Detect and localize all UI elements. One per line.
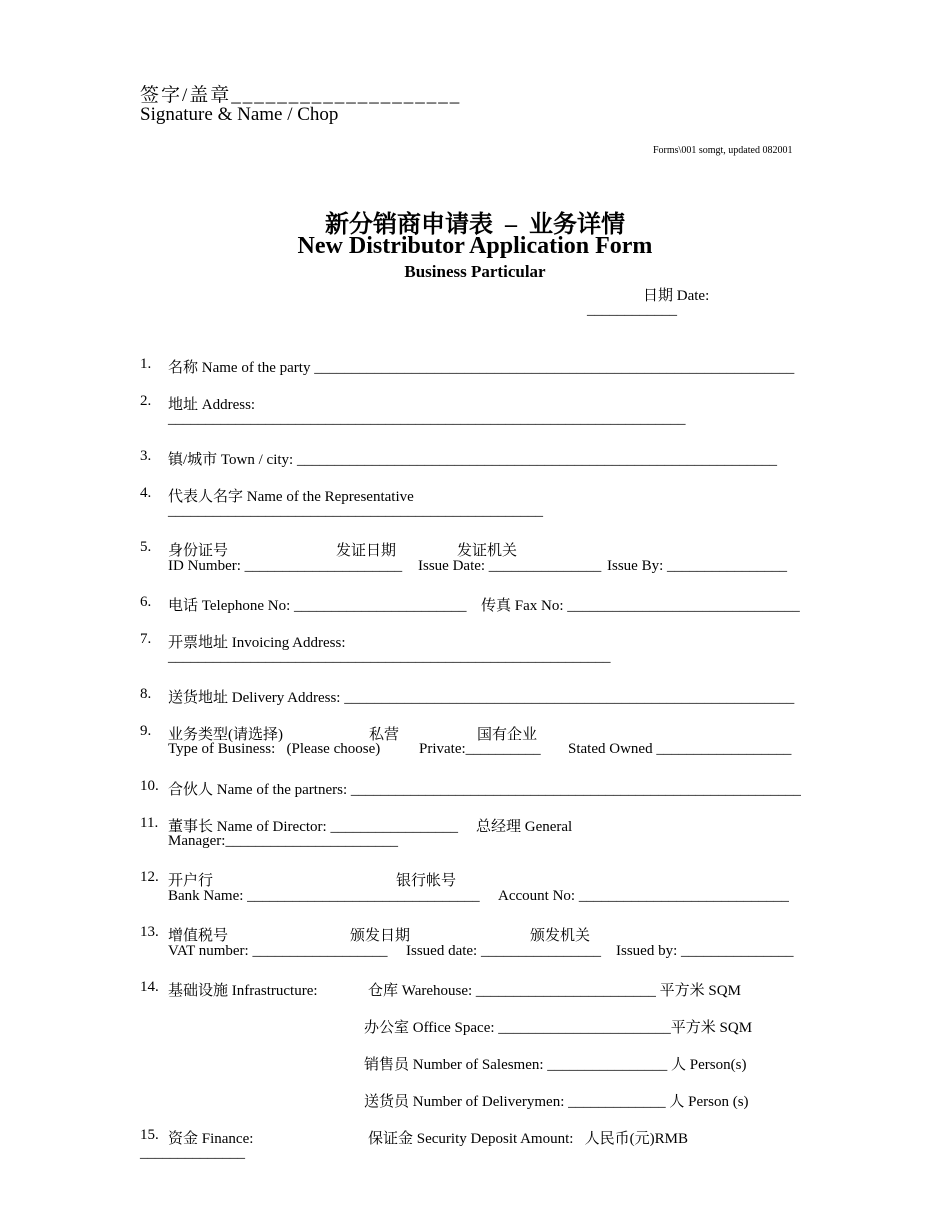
- item-number: 10.: [140, 778, 159, 794]
- business-type-label: Type of Business: (Please choose): [168, 741, 381, 757]
- issued-date-label-cn: 颁发日期: [350, 928, 411, 944]
- office-space-field[interactable]: 办公室 Office Space: _______________________平方米 SQM: [364, 1020, 753, 1036]
- representative-label: 代表人名字 Name of the Representative: [168, 489, 414, 505]
- private-field[interactable]: Private:__________: [419, 741, 541, 757]
- item-number: 8.: [140, 686, 152, 702]
- signature-label-en: Signature & Name / Chop: [140, 104, 339, 125]
- fax-field[interactable]: 传真 Fax No: _______________________________: [481, 598, 800, 614]
- general-manager-field[interactable]: Manager:_______________________: [168, 833, 398, 849]
- date-label: 日期 Date:: [643, 288, 710, 304]
- partners-field[interactable]: 合伙人 Name of the partners: ____________________________________________________________: [168, 782, 801, 798]
- security-deposit-label: 保证金 Security Deposit Amount: 人民币(元)RMB: [368, 1131, 688, 1147]
- private-label-cn: 私营: [369, 727, 400, 743]
- business-type-label-cn: 业务类型(请选择): [168, 727, 283, 743]
- item-number: 4.: [140, 485, 152, 501]
- account-no-label-cn: 银行帐号: [396, 873, 457, 889]
- id-number-label-cn: 身份证号: [168, 543, 229, 559]
- date-field[interactable]: ____________: [587, 302, 677, 318]
- state-owned-field[interactable]: Stated Owned __________________: [568, 741, 792, 757]
- item-number: 11.: [140, 815, 159, 831]
- item-number: 2.: [140, 393, 152, 409]
- issued-by-label-cn: 颁发机关: [530, 928, 591, 944]
- warehouse-field[interactable]: 仓库 Warehouse: ________________________ 平方米 SQM: [368, 983, 741, 999]
- salesmen-field[interactable]: 销售员 Number of Salesmen: ________________ 人 Person(s): [364, 1057, 747, 1073]
- issued-by-field[interactable]: Issued by: _______________: [616, 943, 794, 959]
- page-title: New Distributor Application Form: [297, 233, 653, 259]
- item-number: 3.: [140, 448, 152, 464]
- form-reference: Forms\001 somgt, updated 082001: [653, 145, 793, 156]
- page-title-cn: 新分销商申请表 – 业务详情: [325, 212, 625, 238]
- signature-line: ____________________: [231, 85, 462, 106]
- item-number: 12.: [140, 869, 159, 885]
- item-number: 5.: [140, 539, 152, 555]
- account-no-field[interactable]: Account No: ____________________________: [498, 888, 789, 904]
- party-name-field[interactable]: 名称 Name of the party ________________________________________________________________: [168, 360, 795, 376]
- town-city-field[interactable]: 镇/城市 Town / city: ________________________________________________________________: [168, 452, 777, 468]
- address-field[interactable]: _____________________________________________________________________: [168, 411, 686, 427]
- telephone-field[interactable]: 电话 Telephone No: _______________________: [168, 598, 467, 614]
- address-label: 地址 Address:: [168, 397, 256, 413]
- deliverymen-field[interactable]: 送货员 Number of Deliverymen: _____________ 人 Person (s): [364, 1094, 749, 1110]
- id-number-field[interactable]: ID Number: _____________________: [168, 558, 403, 574]
- delivery-address-field[interactable]: 送货地址 Delivery Address: ____________________________________________________________: [168, 690, 795, 706]
- bank-name-field[interactable]: Bank Name: _______________________________: [168, 888, 480, 904]
- item-number: 13.: [140, 924, 159, 940]
- issue-by-field[interactable]: Issue By: ________________: [607, 558, 787, 574]
- vat-number-field[interactable]: VAT number: __________________: [168, 943, 388, 959]
- item-number: 15.: [140, 1127, 159, 1143]
- representative-field[interactable]: __________________________________________________: [168, 503, 543, 519]
- infrastructure-label: 基础设施 Infrastructure:: [168, 983, 318, 999]
- invoicing-address-field[interactable]: ___________________________________________________________: [168, 649, 611, 665]
- page-subtitle: Business Particular: [404, 262, 546, 281]
- issue-date-field[interactable]: Issue Date: _______________: [418, 558, 602, 574]
- item-number: 7.: [140, 631, 152, 647]
- finance-label: 资金 Finance:: [168, 1131, 254, 1147]
- issue-by-label-cn: 发证机关: [457, 543, 518, 559]
- signature-label-cn: 签字/盖章____________________: [140, 85, 462, 106]
- issue-date-label-cn: 发证日期: [336, 543, 397, 559]
- item-number: 6.: [140, 594, 152, 610]
- state-owned-label-cn: 国有企业: [477, 727, 538, 743]
- invoicing-address-label: 开票地址 Invoicing Address:: [168, 635, 346, 651]
- bank-name-label-cn: 开户行: [168, 873, 214, 889]
- director-field[interactable]: 董事长 Name of Director: _________________: [168, 819, 458, 835]
- item-number: 9.: [140, 723, 152, 739]
- security-deposit-field[interactable]: ______________: [140, 1145, 245, 1161]
- item-number: 14.: [140, 979, 159, 995]
- issued-date-field[interactable]: Issued date: ________________: [406, 943, 601, 959]
- item-number: 1.: [140, 356, 152, 372]
- general-manager-label: 总经理 General: [476, 819, 573, 835]
- vat-number-label-cn: 增值税号: [168, 928, 229, 944]
